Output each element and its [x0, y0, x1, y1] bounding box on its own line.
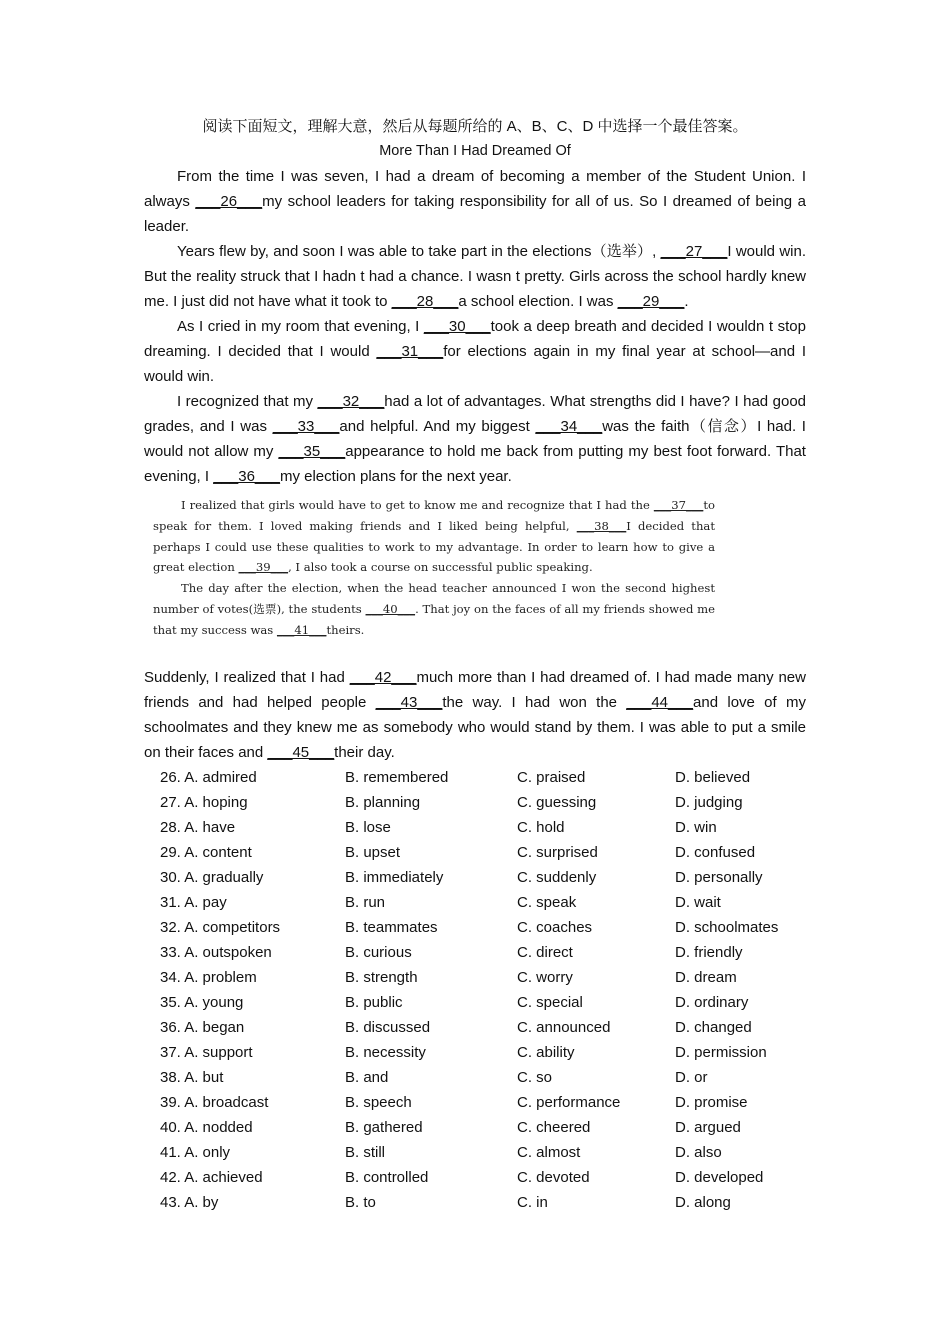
option-d: D. confused	[675, 843, 756, 861]
option-row	[144, 990, 806, 1015]
option-c: C. coaches	[517, 918, 593, 936]
option-b: B. upset	[345, 843, 401, 861]
paragraph-1: From the time I was seven, I had a dream of becoming a member of the Student Union. I always ___26___my school leaders for taking responsibility for all of us. So I dreamed of being a leader.	[144, 168, 806, 235]
option-c: C. performance	[517, 1093, 621, 1111]
option-d: D. believed	[675, 768, 751, 786]
option-b: B. strength	[345, 968, 418, 986]
blank-36: ___36___	[213, 468, 280, 485]
option-a: 29. A. content	[160, 843, 252, 861]
option-b: B. to	[345, 1193, 376, 1211]
option-row	[144, 1190, 806, 1215]
option-d: D. personally	[675, 868, 763, 886]
blank-40: ___40___	[365, 601, 416, 616]
option-b: B. planning	[345, 793, 421, 811]
option-b: B. speech	[345, 1093, 412, 1111]
blank-38: ___38___	[576, 518, 627, 533]
option-c: C. guessing	[517, 793, 597, 811]
option-a: 30. A. gradually	[160, 868, 264, 886]
blank-30: ___30___	[423, 318, 491, 335]
option-c: C. special	[517, 993, 583, 1011]
blank-31: ___31___	[376, 343, 444, 360]
option-c: C. suddenly	[517, 868, 597, 886]
option-d: D. developed	[675, 1168, 764, 1186]
option-row	[144, 815, 806, 840]
option-b: B. and	[345, 1068, 389, 1086]
scanned-paragraph-2: The day after the election, when the head teacher announced I won the second highest number of votes(选票), the students ___40___. That joy on the faces of all my friends showed me that my success was ___41___theirs.	[153, 581, 715, 637]
option-row	[144, 1115, 806, 1140]
option-b: B. necessity	[345, 1043, 426, 1061]
option-d: D. promise	[675, 1093, 748, 1111]
option-c: C. worry	[517, 968, 573, 986]
option-row	[144, 1165, 806, 1190]
passage-title: More Than I Had Dreamed Of	[379, 143, 571, 159]
blank-41: ___41___	[276, 622, 327, 637]
blank-32: ___32___	[317, 393, 385, 410]
blank-34: ___34___	[535, 418, 603, 435]
option-row	[144, 1065, 806, 1090]
option-d: D. win	[675, 818, 717, 836]
instruction-text: 阅读下面短文，理解大意，然后从每题所给的 A、B、C、D 中选择一个最佳答案。	[202, 118, 748, 135]
blank-39: ___39___	[238, 560, 289, 575]
option-a: 43. A. by	[160, 1193, 219, 1211]
option-row	[144, 940, 806, 965]
option-b: B. curious	[345, 943, 412, 961]
option-b: B. run	[345, 893, 386, 911]
option-d: D. permission	[675, 1043, 767, 1061]
option-a: 40. A. nodded	[160, 1118, 253, 1136]
option-row	[144, 840, 806, 865]
option-a: 28. A. have	[160, 818, 236, 836]
option-d: D. judging	[675, 793, 743, 811]
option-d: D. argued	[675, 1118, 741, 1136]
option-b: B. still	[345, 1143, 386, 1161]
option-a: 37. A. support	[160, 1043, 253, 1061]
option-a: 36. A. began	[160, 1018, 245, 1036]
option-a: 41. A. only	[160, 1143, 231, 1161]
option-a: 35. A. young	[160, 993, 244, 1011]
option-c: C. in	[517, 1193, 548, 1211]
option-a: 31. A. pay	[160, 893, 227, 911]
blank-29: ___29___	[617, 293, 685, 310]
option-d: D. along	[675, 1193, 731, 1211]
option-a: 34. A. problem	[160, 968, 257, 986]
option-a: 32. A. competitors	[160, 918, 281, 936]
option-a: 38. A. but	[160, 1068, 224, 1086]
blank-37: ___37___	[653, 498, 704, 512]
blank-33: ___33___	[272, 418, 340, 435]
paragraph-4: I recognized that my ___32___had a lot of advantages. What strengths did I have? I had good grades, and I was ___33___and helpful. And my biggest ___34___was the faith（信念）I had. I would not allow my ___35___appearance to hold me back from putting my best foot forward. That evening, I ___36___my election plans for the next year.	[144, 393, 806, 485]
option-c: C. praised	[517, 768, 586, 786]
option-b: B. controlled	[345, 1168, 429, 1186]
document-page	[144, 114, 806, 1215]
option-b: B. immediately	[345, 868, 444, 886]
option-d: D. friendly	[675, 943, 743, 961]
option-d: D. wait	[675, 893, 721, 911]
option-d: D. ordinary	[675, 993, 749, 1011]
option-d: D. dream	[675, 968, 737, 986]
option-row	[144, 865, 806, 890]
option-a: 33. A. outspoken	[160, 943, 272, 961]
option-d: D. schoolmates	[675, 918, 779, 936]
option-row	[144, 765, 806, 790]
option-c: C. cheered	[517, 1118, 591, 1136]
option-row	[144, 915, 806, 940]
option-row	[144, 1040, 806, 1065]
option-d: D. also	[675, 1143, 722, 1161]
option-row	[144, 890, 806, 915]
blank-35: ___35___	[278, 443, 346, 460]
option-c: C. speak	[517, 893, 577, 911]
option-b: B. lose	[345, 818, 391, 836]
option-row	[144, 790, 806, 815]
blank-45: ___45___	[267, 743, 335, 761]
option-row	[144, 1015, 806, 1040]
option-b: B. discussed	[345, 1018, 431, 1036]
option-c: C. so	[517, 1068, 553, 1086]
paragraph-3: As I cried in my room that evening, I ___30___took a deep breath and decided I wouldn t stop dreaming. I decided that I would ___31___for elections again in my final year at school—and I would win.	[144, 318, 806, 385]
option-c: C. hold	[517, 818, 565, 836]
option-b: B. public	[345, 993, 403, 1011]
option-a: 39. A. broadcast	[160, 1093, 269, 1111]
blank-26: ___26___	[195, 193, 263, 210]
option-a: 26. A. admired	[160, 768, 257, 786]
scanned-excerpt	[153, 495, 715, 641]
option-c: C. ability	[517, 1043, 575, 1061]
option-b: B. teammates	[345, 918, 438, 936]
option-c: C. devoted	[517, 1168, 590, 1186]
option-row	[144, 1140, 806, 1165]
option-a: 42. A. achieved	[160, 1168, 263, 1186]
option-a: 27. A. hoping	[160, 793, 248, 811]
option-c: C. announced	[517, 1018, 611, 1036]
paragraph-5: Suddenly, I realized that I had ___42___much more than I had dreamed of. I had made many new friends and had helped people ___43___the way. I had won the ___44___and love of my schoolmates and they knew me as somebody who would stand by them. I was able to put a smile on their faces and ___45___their day.	[144, 668, 806, 761]
paragraph-2: Years flew by, and soon I was able to take part in the elections（选举）, ___27___I would win. But the reality struck that I hadn t had a chance. I wasn t pretty. Girls across the school hardly knew me. I just did not have what it took to ___28___a school election. I was ___29___.	[144, 243, 806, 310]
answer-options	[144, 765, 806, 1215]
blank-28: ___28___	[391, 293, 459, 310]
option-c: C. almost	[517, 1143, 581, 1161]
option-b: B. remembered	[345, 768, 449, 786]
blank-43: ___43___	[375, 693, 443, 711]
option-row	[144, 1090, 806, 1115]
blank-44: ___44___	[626, 693, 694, 711]
scanned-paragraph-1: I realized that girls would have to get to know me and recognize that I had the ___37___to speak for them. I loved making friends and I liked being helpful, ___38___I decided that perhaps I could use these qualities to work to my advantage. In order to learn how to give a great election ___39___, I also took a course on successful public speaking.	[153, 498, 715, 575]
option-row	[144, 965, 806, 990]
option-c: C. direct	[517, 943, 573, 961]
option-c: C. surprised	[517, 843, 598, 861]
option-b: B. gathered	[345, 1118, 423, 1136]
option-d: D. or	[675, 1068, 708, 1086]
blank-42: ___42___	[349, 668, 417, 686]
option-d: D. changed	[675, 1018, 752, 1036]
blank-27: ___27___	[660, 243, 728, 260]
